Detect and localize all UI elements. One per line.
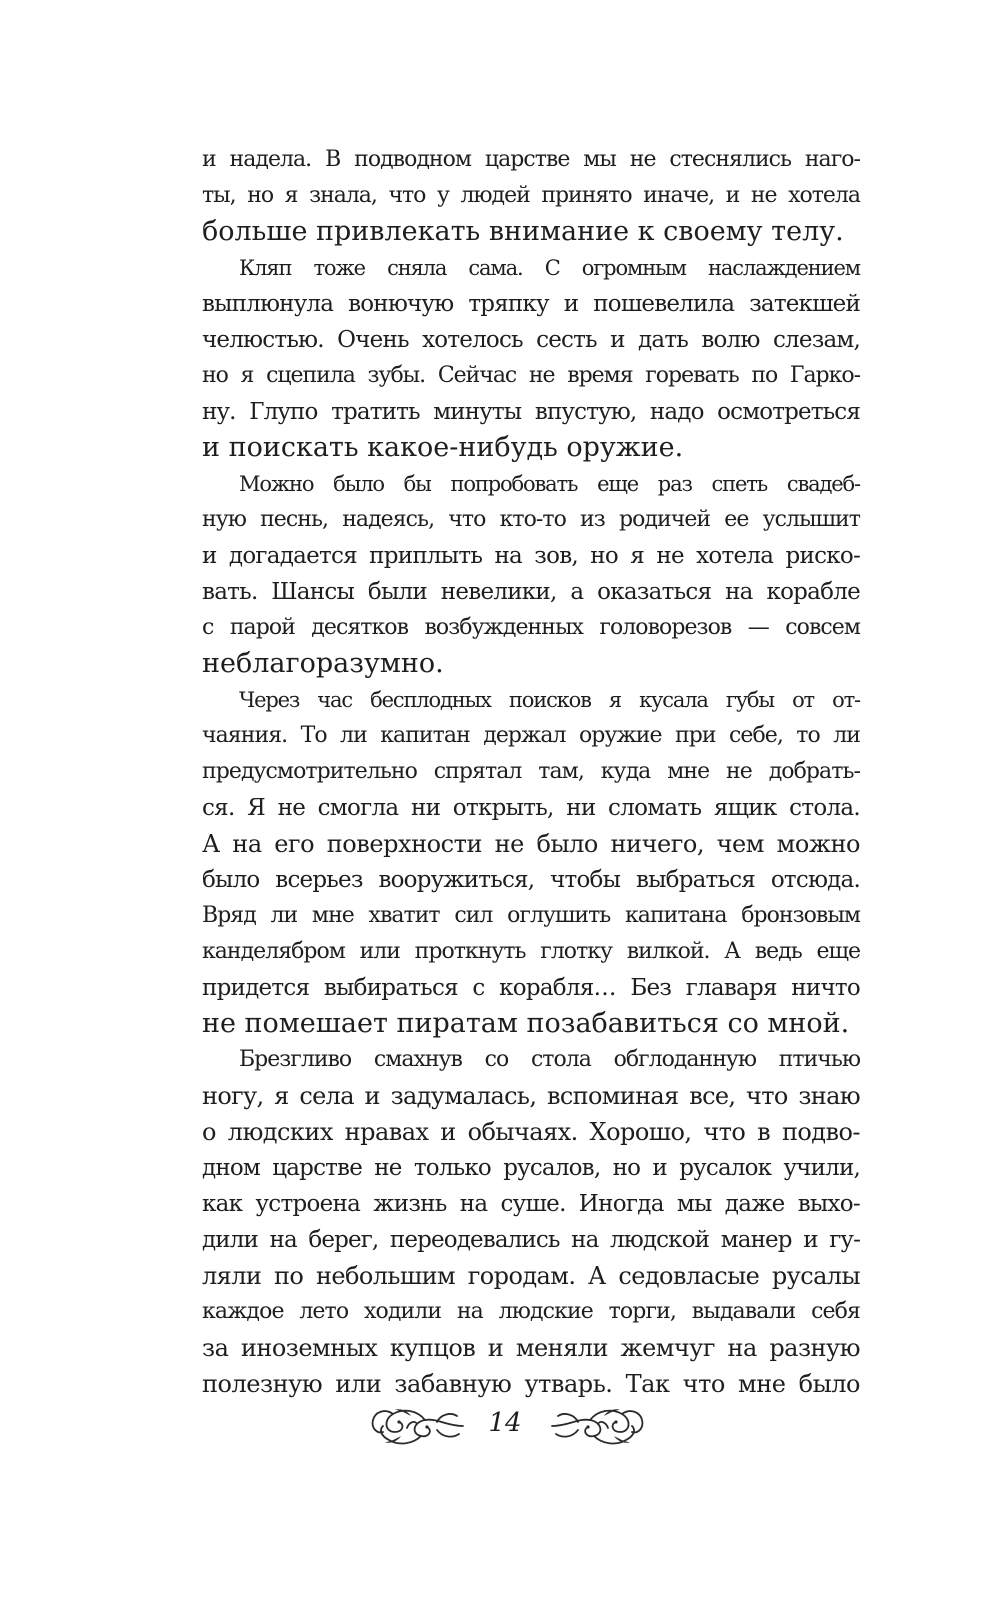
page-text (165, 142, 860, 1402)
text-line: ну. Глупо тратить минуты впустую, надо осмотреться (202, 399, 860, 425)
text-line: А на его поверхности не было ничего, чем можно (202, 830, 860, 858)
text-line: Брезгливо смахнув со стола обглоданную птичью (239, 1047, 860, 1072)
page-number: 14 (488, 1408, 522, 1438)
paragraph (165, 466, 860, 682)
text-line: и догадается приплыть на зов, но я не хотела риско- (202, 543, 860, 569)
text-line: выплюнула вонючую тряпку и пошевелила затекшей (202, 291, 860, 317)
text-line: Кляп тоже сняла сама. С огромным наслаждением (239, 256, 860, 280)
text-line: Можно было бы попробовать еще раз спеть свадеб- (239, 472, 860, 496)
text-line: ную песнь, надеясь, что кто-то из родичей ее услышит (202, 507, 860, 532)
text-line: больше привлекать внимание к своему телу. (202, 216, 844, 247)
text-line: челюстью. Очень хотелось сесть и дать волю слезам, (202, 327, 860, 353)
page-footer (0, 1394, 1000, 1464)
text-line: и поискать какое-нибудь оружие. (202, 432, 684, 463)
text-line: Вряд ли мне хватит сил оглушить капитана бронзовым (202, 903, 860, 928)
text-line: Через час бесплодных поисков я кусала губы от от- (239, 688, 860, 712)
text-line: было всерьез вооружиться, чтобы выбраться отсюда. (202, 867, 860, 893)
text-line: и надела. В подводном царстве мы не стеснялись наго- (202, 147, 860, 172)
text-line: предусмотрительно спрятал там, куда мне не добрать- (202, 759, 860, 784)
paragraph (165, 142, 860, 250)
flourish-ornament-icon (367, 1402, 467, 1450)
text-line: вать. Шансы были невелики, а оказаться на корабле (202, 579, 860, 605)
paragraph (165, 682, 860, 1042)
text-line: но я сцепила зубы. Сейчас не время горевать по Гарко- (202, 363, 860, 388)
paragraph (165, 1042, 860, 1402)
flourish-ornament-icon (548, 1402, 648, 1450)
text-line: придется выбираться с корабля… Без главаря ничто (202, 975, 860, 1001)
text-line: как устроена жизнь на суше. Иногда мы даже выхо- (202, 1191, 860, 1217)
paragraph (165, 250, 860, 466)
text-line: ляли по небольшим городам. А седовласые русалы (202, 1262, 860, 1290)
text-line: дном царстве не только русалов, но и русалок учили, (202, 1155, 860, 1181)
text-line: полезную или забавную утварь. Так что мне было (202, 1370, 860, 1398)
text-line: ты, но я знала, что у людей принято иначе, и не хотела (202, 183, 860, 208)
text-line: неблагоразумно. (202, 648, 444, 679)
text-line: чаяния. То ли капитан держал оружие при себе, то ли (202, 723, 860, 748)
text-line: не помешает пиратам позабавиться со мной. (202, 1008, 850, 1039)
text-line: с парой десятков возбужденных головорезов — совсем (202, 615, 860, 640)
text-line: ногу, я села и задумалась, вспоминая все, что знаю (202, 1082, 860, 1110)
text-line: дили на берег, переодевались на людской манер и гу- (202, 1227, 860, 1253)
text-line: каждое лето ходили на людские торги, выдавали себя (202, 1299, 860, 1324)
text-line: ся. Я не смогла ни открыть, ни сломать ящик стола. (202, 795, 860, 821)
text-line: за иноземных купцов и меняли жемчуг на разную (202, 1334, 860, 1362)
text-line: канделябром или проткнуть глотку вилкой. А ведь еще (202, 939, 860, 964)
text-line: о людских нравах и обычаях. Хорошо, что в подво- (202, 1118, 860, 1146)
